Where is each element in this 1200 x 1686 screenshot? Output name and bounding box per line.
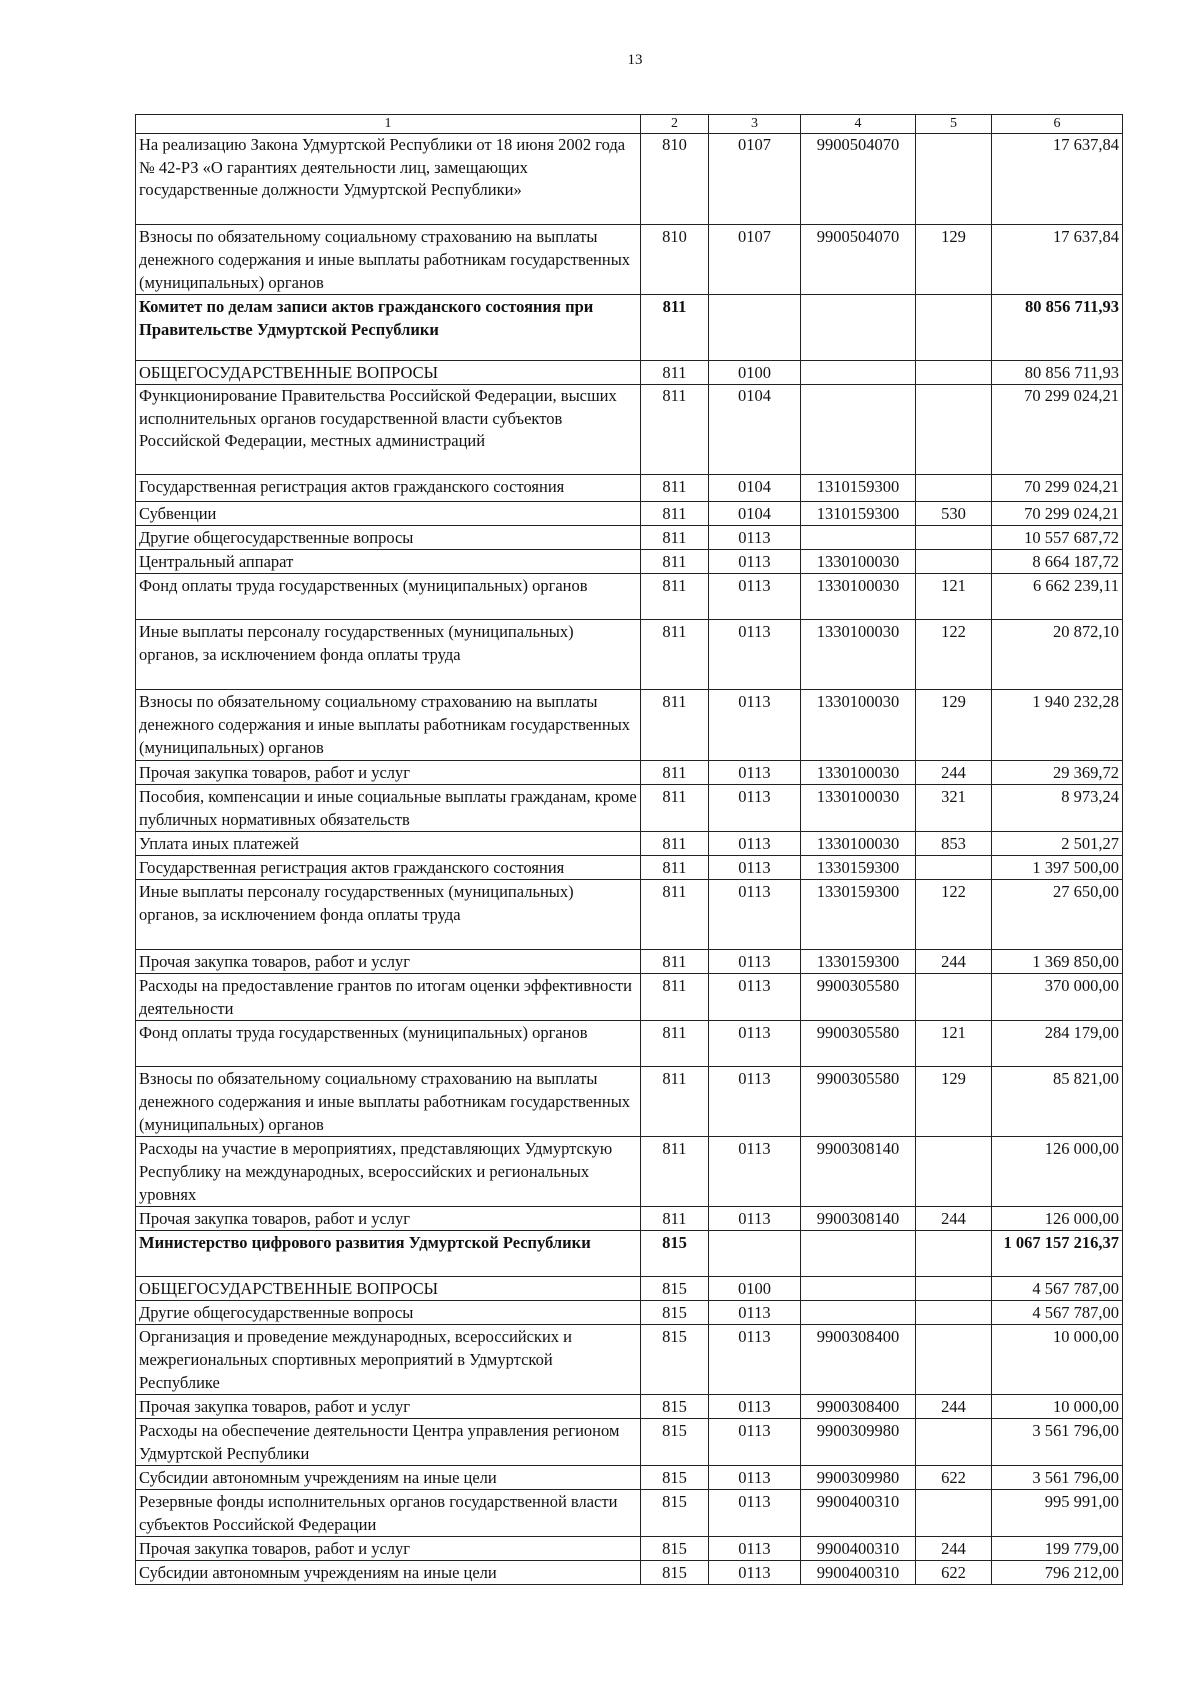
section-code: 0100 <box>709 361 801 385</box>
expense-type-code <box>916 1231 992 1277</box>
amount: 995 991,00 <box>992 1490 1123 1537</box>
section-code: 0113 <box>709 620 801 690</box>
ministry-code: 811 <box>641 526 709 550</box>
target-article-code: 1330100030 <box>801 832 916 856</box>
amount: 29 369,72 <box>992 761 1123 785</box>
expense-type-code <box>916 1277 992 1301</box>
table-row <box>136 1395 1123 1419</box>
amount: 27 650,00 <box>992 880 1123 950</box>
expense-type-code <box>916 385 992 475</box>
expense-type-code <box>916 1137 992 1207</box>
expense-name: Комитет по делам записи актов гражданского состояния при Правительстве Удмуртской Республики <box>136 295 641 361</box>
expense-name: Прочая закупка товаров, работ и услуг <box>136 1537 641 1561</box>
ministry-code: 811 <box>641 974 709 1021</box>
table-row <box>136 620 1123 690</box>
expense-type-code: 622 <box>916 1561 992 1585</box>
expense-type-code <box>916 295 992 361</box>
section-code: 0113 <box>709 1395 801 1419</box>
expense-name: Субсидии автономным учреждениям на иные цели <box>136 1466 641 1490</box>
expense-type-code: 244 <box>916 761 992 785</box>
ministry-code: 811 <box>641 502 709 526</box>
ministry-code: 810 <box>641 225 709 295</box>
table-row <box>136 1325 1123 1395</box>
target-article-code <box>801 1277 916 1301</box>
target-article-code: 9900309980 <box>801 1466 916 1490</box>
section-code: 0113 <box>709 1137 801 1207</box>
amount: 70 299 024,21 <box>992 385 1123 475</box>
expense-name: Иные выплаты персоналу государственных (муниципальных) органов, за исключением фонда оплаты труда <box>136 880 641 950</box>
section-code: 0113 <box>709 1561 801 1585</box>
expense-name: Государственная регистрация актов гражданского состояния <box>136 475 641 502</box>
expense-name: Центральный аппарат <box>136 550 641 574</box>
ministry-code: 811 <box>641 880 709 950</box>
expense-type-code: 321 <box>916 785 992 832</box>
table-row <box>136 880 1123 950</box>
table-row <box>136 1277 1123 1301</box>
target-article-code: 9900400310 <box>801 1561 916 1585</box>
target-article-code <box>801 295 916 361</box>
header-col-6: 6 <box>992 115 1123 134</box>
target-article-code: 1330100030 <box>801 550 916 574</box>
expense-name: Другие общегосударственные вопросы <box>136 1301 641 1325</box>
ministry-code: 815 <box>641 1561 709 1585</box>
amount: 4 567 787,00 <box>992 1301 1123 1325</box>
amount: 1 067 157 216,37 <box>992 1231 1123 1277</box>
table-row <box>136 1021 1123 1067</box>
section-code: 0107 <box>709 134 801 225</box>
section-code <box>709 1231 801 1277</box>
ministry-code: 815 <box>641 1490 709 1537</box>
section-code: 0113 <box>709 880 801 950</box>
section-code: 0113 <box>709 785 801 832</box>
expense-name: Уплата иных платежей <box>136 832 641 856</box>
table-row <box>136 385 1123 475</box>
expense-type-code: 129 <box>916 225 992 295</box>
section-code: 0113 <box>709 832 801 856</box>
section-code: 0113 <box>709 1207 801 1231</box>
header-col-5: 5 <box>916 115 992 134</box>
expense-name: Взносы по обязательному социальному страхованию на выплаты денежного содержания и иные выплаты работникам государственных (муниципальных) органов <box>136 1067 641 1137</box>
expense-name: Взносы по обязательному социальному страхованию на выплаты денежного содержания и иные выплаты работникам государственных (муниципальных) органов <box>136 690 641 761</box>
target-article-code: 1330100030 <box>801 690 916 761</box>
expense-name: ОБЩЕГОСУДАРСТВЕННЫЕ ВОПРОСЫ <box>136 1277 641 1301</box>
expense-name: Прочая закупка товаров, работ и услуг <box>136 950 641 974</box>
section-code: 0113 <box>709 690 801 761</box>
amount: 1 940 232,28 <box>992 690 1123 761</box>
header-col-3: 3 <box>709 115 801 134</box>
amount: 80 856 711,93 <box>992 295 1123 361</box>
target-article-code: 9900504070 <box>801 225 916 295</box>
section-code: 0113 <box>709 550 801 574</box>
table-row <box>136 361 1123 385</box>
section-code: 0113 <box>709 974 801 1021</box>
amount: 1 369 850,00 <box>992 950 1123 974</box>
target-article-code: 1330100030 <box>801 620 916 690</box>
table-row <box>136 295 1123 361</box>
amount: 80 856 711,93 <box>992 361 1123 385</box>
expense-type-code <box>916 1419 992 1466</box>
expense-name: Функционирование Правительства Российской Федерации, высших исполнительных органов государственной власти субъектов Российской Федерации, местных администраций <box>136 385 641 475</box>
ministry-code: 811 <box>641 832 709 856</box>
ministry-code: 811 <box>641 1207 709 1231</box>
ministry-code: 811 <box>641 550 709 574</box>
expense-type-code: 530 <box>916 502 992 526</box>
amount: 10 000,00 <box>992 1395 1123 1419</box>
section-code <box>709 295 801 361</box>
amount: 17 637,84 <box>992 225 1123 295</box>
expense-type-code: 244 <box>916 950 992 974</box>
table-row <box>136 526 1123 550</box>
amount: 17 637,84 <box>992 134 1123 225</box>
expense-type-code: 622 <box>916 1466 992 1490</box>
expense-name: Прочая закупка товаров, работ и услуг <box>136 1395 641 1419</box>
section-code: 0113 <box>709 1067 801 1137</box>
amount: 8 664 187,72 <box>992 550 1123 574</box>
amount: 8 973,24 <box>992 785 1123 832</box>
expense-type-code: 244 <box>916 1395 992 1419</box>
ministry-code: 811 <box>641 620 709 690</box>
amount: 199 779,00 <box>992 1537 1123 1561</box>
ministry-code: 811 <box>641 690 709 761</box>
table-row <box>136 1561 1123 1585</box>
expense-name: Субвенции <box>136 502 641 526</box>
expense-name: Другие общегосударственные вопросы <box>136 526 641 550</box>
section-code: 0113 <box>709 856 801 880</box>
table-row <box>136 1301 1123 1325</box>
ministry-code: 810 <box>641 134 709 225</box>
target-article-code: 1310159300 <box>801 502 916 526</box>
expense-type-code: 129 <box>916 1067 992 1137</box>
target-article-code: 9900308140 <box>801 1207 916 1231</box>
target-article-code: 1330100030 <box>801 761 916 785</box>
table-row <box>136 856 1123 880</box>
table-row <box>136 1137 1123 1207</box>
table-row <box>136 1419 1123 1466</box>
header-col-1: 1 <box>136 115 641 134</box>
target-article-code: 9900400310 <box>801 1537 916 1561</box>
table-row <box>136 761 1123 785</box>
ministry-code: 815 <box>641 1231 709 1277</box>
ministry-code: 811 <box>641 785 709 832</box>
ministry-code: 811 <box>641 475 709 502</box>
amount: 20 872,10 <box>992 620 1123 690</box>
target-article-code: 1310159300 <box>801 475 916 502</box>
target-article-code <box>801 361 916 385</box>
target-article-code: 1330100030 <box>801 574 916 620</box>
expense-name: Пособия, компенсации и иные социальные выплаты гражданам, кроме публичных нормативных обязательств <box>136 785 641 832</box>
table-row <box>136 1466 1123 1490</box>
table-row <box>136 785 1123 832</box>
expense-type-code: 121 <box>916 574 992 620</box>
ministry-code: 811 <box>641 385 709 475</box>
target-article-code: 9900308140 <box>801 1137 916 1207</box>
section-code: 0104 <box>709 385 801 475</box>
table-row <box>136 950 1123 974</box>
table-row <box>136 832 1123 856</box>
target-article-code: 9900504070 <box>801 134 916 225</box>
expense-name: Прочая закупка товаров, работ и услуг <box>136 1207 641 1231</box>
table-row <box>136 475 1123 502</box>
section-code: 0113 <box>709 526 801 550</box>
amount: 3 561 796,00 <box>992 1466 1123 1490</box>
amount: 4 567 787,00 <box>992 1277 1123 1301</box>
ministry-code: 815 <box>641 1395 709 1419</box>
section-code: 0113 <box>709 1490 801 1537</box>
table-row <box>136 574 1123 620</box>
expense-type-code <box>916 974 992 1021</box>
section-code: 0113 <box>709 1325 801 1395</box>
ministry-code: 811 <box>641 1137 709 1207</box>
amount: 85 821,00 <box>992 1067 1123 1137</box>
expense-name: На реализацию Закона Удмуртской Республики от 18 июня 2002 года № 42-РЗ «О гарантиях деятельности лиц, замещающих государственные должности Удмуртской Республики» <box>136 134 641 225</box>
table-header-row <box>136 115 1123 134</box>
amount: 70 299 024,21 <box>992 475 1123 502</box>
table-row <box>136 502 1123 526</box>
section-code: 0113 <box>709 950 801 974</box>
ministry-code: 815 <box>641 1277 709 1301</box>
expense-type-code: 853 <box>916 832 992 856</box>
expense-type-code: 244 <box>916 1207 992 1231</box>
section-code: 0107 <box>709 225 801 295</box>
amount: 70 299 024,21 <box>992 502 1123 526</box>
header-col-2: 2 <box>641 115 709 134</box>
table-row <box>136 134 1123 225</box>
ministry-code: 811 <box>641 295 709 361</box>
table-row <box>136 1490 1123 1537</box>
section-code: 0113 <box>709 761 801 785</box>
target-article-code: 9900309980 <box>801 1419 916 1466</box>
table-row <box>136 1231 1123 1277</box>
target-article-code: 1330100030 <box>801 785 916 832</box>
expense-name: Фонд оплаты труда государственных (муниципальных) органов <box>136 1021 641 1067</box>
ministry-code: 811 <box>641 361 709 385</box>
ministry-code: 811 <box>641 1021 709 1067</box>
expense-name: Расходы на обеспечение деятельности Центра управления регионом Удмуртской Республики <box>136 1419 641 1466</box>
target-article-code: 9900308400 <box>801 1325 916 1395</box>
table-row <box>136 550 1123 574</box>
table-row <box>136 1537 1123 1561</box>
amount: 284 179,00 <box>992 1021 1123 1067</box>
table-row <box>136 690 1123 761</box>
amount: 796 212,00 <box>992 1561 1123 1585</box>
expense-type-code <box>916 550 992 574</box>
ministry-code: 815 <box>641 1301 709 1325</box>
section-code: 0104 <box>709 502 801 526</box>
table-row <box>136 1067 1123 1137</box>
ministry-code: 815 <box>641 1466 709 1490</box>
target-article-code <box>801 1231 916 1277</box>
expense-type-code <box>916 856 992 880</box>
amount: 370 000,00 <box>992 974 1123 1021</box>
target-article-code: 1330159300 <box>801 880 916 950</box>
expense-type-code: 122 <box>916 620 992 690</box>
section-code: 0113 <box>709 1301 801 1325</box>
expense-name: Резервные фонды исполнительных органов государственной власти субъектов Российской Федерации <box>136 1490 641 1537</box>
ministry-code: 811 <box>641 1067 709 1137</box>
amount: 3 561 796,00 <box>992 1419 1123 1466</box>
amount: 126 000,00 <box>992 1137 1123 1207</box>
target-article-code: 9900305580 <box>801 1021 916 1067</box>
target-article-code <box>801 385 916 475</box>
section-code: 0113 <box>709 574 801 620</box>
expense-name: Расходы на предоставление грантов по итогам оценки эффективности деятельности <box>136 974 641 1021</box>
amount: 2 501,27 <box>992 832 1123 856</box>
expense-type-code <box>916 1325 992 1395</box>
expense-type-code: 244 <box>916 1537 992 1561</box>
section-code: 0113 <box>709 1537 801 1561</box>
target-article-code <box>801 1301 916 1325</box>
amount: 6 662 239,11 <box>992 574 1123 620</box>
expense-type-code <box>916 361 992 385</box>
target-article-code: 9900305580 <box>801 974 916 1021</box>
expense-type-code <box>916 475 992 502</box>
section-code: 0113 <box>709 1419 801 1466</box>
expense-type-code: 122 <box>916 880 992 950</box>
expense-name: Государственная регистрация актов гражданского состояния <box>136 856 641 880</box>
table-row <box>136 1207 1123 1231</box>
header-col-4: 4 <box>801 115 916 134</box>
expense-name: Расходы на участие в мероприятиях, представляющих Удмуртскую Республику на международных, всероссийских и региональных уровнях <box>136 1137 641 1207</box>
ministry-code: 815 <box>641 1325 709 1395</box>
expense-type-code <box>916 526 992 550</box>
target-article-code: 9900308400 <box>801 1395 916 1419</box>
ministry-code: 811 <box>641 761 709 785</box>
expense-type-code <box>916 1490 992 1537</box>
table-row <box>136 225 1123 295</box>
section-code: 0113 <box>709 1466 801 1490</box>
expense-name: Иные выплаты персоналу государственных (муниципальных) органов, за исключением фонда оплаты труда <box>136 620 641 690</box>
target-article-code: 1330159300 <box>801 856 916 880</box>
section-code: 0100 <box>709 1277 801 1301</box>
amount: 10 557 687,72 <box>992 526 1123 550</box>
expense-name: Прочая закупка товаров, работ и услуг <box>136 761 641 785</box>
expense-name: Фонд оплаты труда государственных (муниципальных) органов <box>136 574 641 620</box>
ministry-code: 811 <box>641 950 709 974</box>
expense-name: Организация и проведение международных, всероссийских и межрегиональных спортивных мероприятий в Удмуртской Республике <box>136 1325 641 1395</box>
table-row <box>136 974 1123 1021</box>
expense-name: Субсидии автономным учреждениям на иные цели <box>136 1561 641 1585</box>
target-article-code: 1330159300 <box>801 950 916 974</box>
amount: 1 397 500,00 <box>992 856 1123 880</box>
expense-type-code <box>916 1301 992 1325</box>
target-article-code: 9900400310 <box>801 1490 916 1537</box>
amount: 10 000,00 <box>992 1325 1123 1395</box>
expense-type-code: 121 <box>916 1021 992 1067</box>
page-number: 13 <box>627 52 643 68</box>
ministry-code: 811 <box>641 574 709 620</box>
ministry-code: 815 <box>641 1419 709 1466</box>
section-code: 0104 <box>709 475 801 502</box>
amount: 126 000,00 <box>992 1207 1123 1231</box>
target-article-code: 9900305580 <box>801 1067 916 1137</box>
expense-name: Министерство цифрового развития Удмуртской Республики <box>136 1231 641 1277</box>
ministry-code: 811 <box>641 856 709 880</box>
ministry-code: 815 <box>641 1537 709 1561</box>
expense-type-code: 129 <box>916 690 992 761</box>
expense-type-code <box>916 134 992 225</box>
expense-name: Взносы по обязательному социальному страхованию на выплаты денежного содержания и иные выплаты работникам государственных (муниципальных) органов <box>136 225 641 295</box>
expense-name: ОБЩЕГОСУДАРСТВЕННЫЕ ВОПРОСЫ <box>136 361 641 385</box>
target-article-code <box>801 526 916 550</box>
section-code: 0113 <box>709 1021 801 1067</box>
budget-table <box>135 114 1123 1585</box>
